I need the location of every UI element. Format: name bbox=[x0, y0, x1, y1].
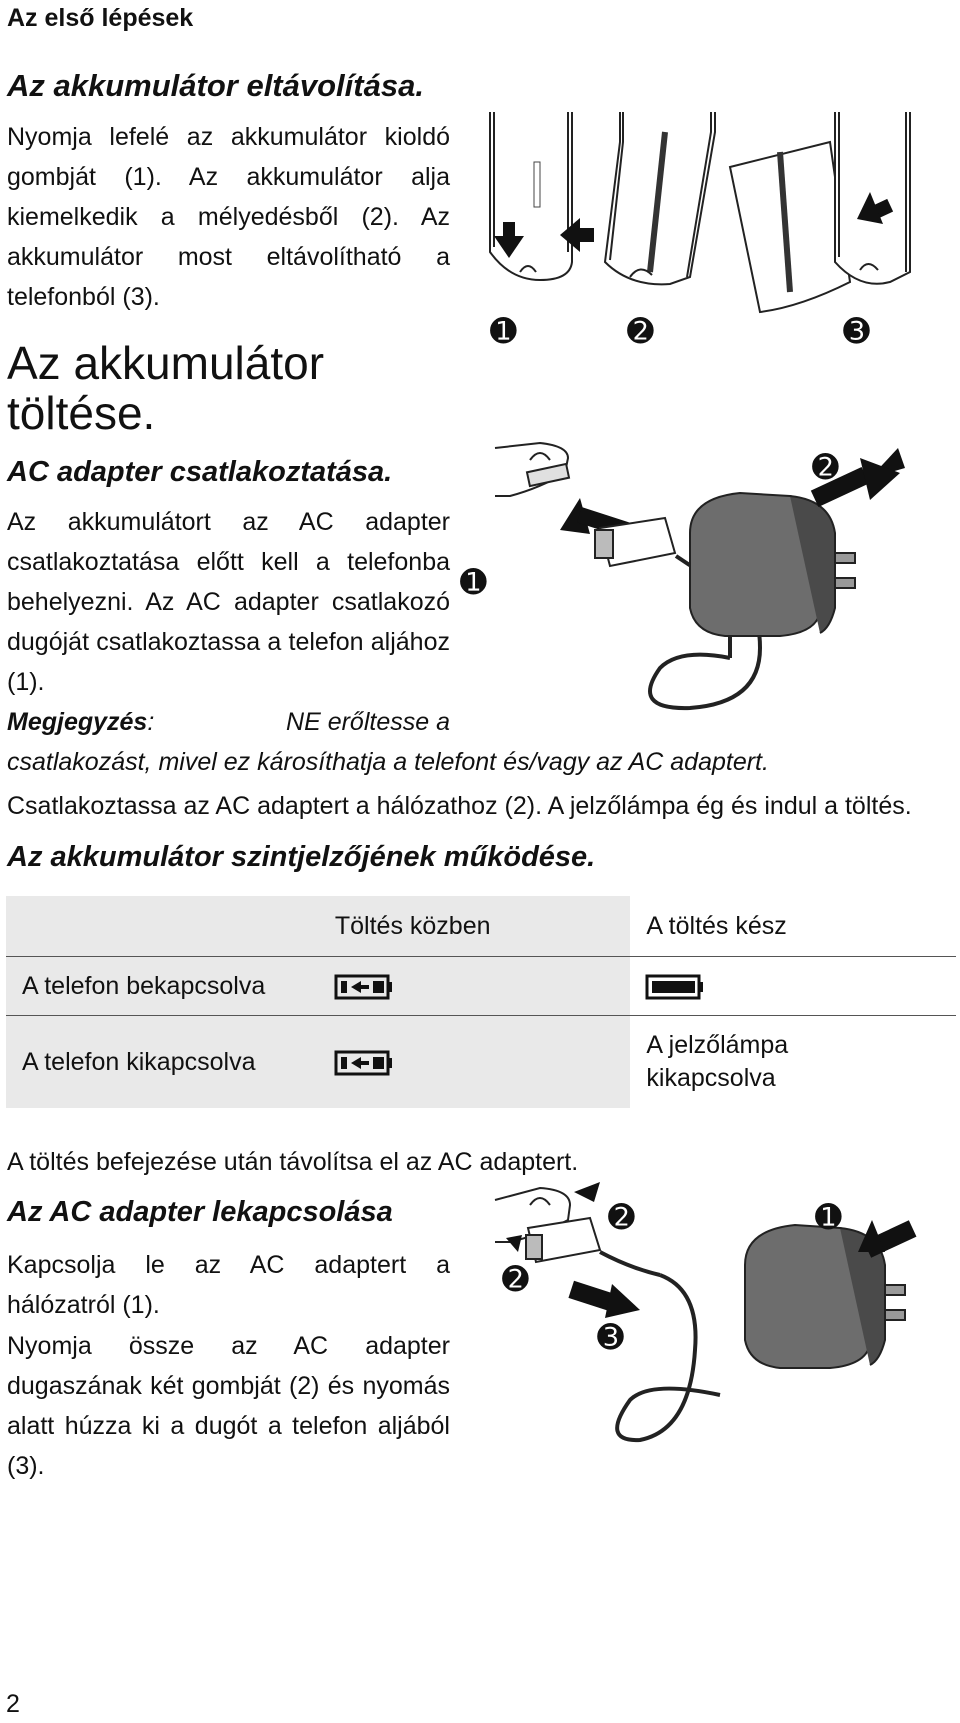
table-row bbox=[6, 1016, 956, 1109]
step-1-marker: ➊ bbox=[490, 312, 517, 350]
removal-text: Nyomja lefelé az akkumulátor kioldó gombját (1). Az akkumulátor alja kiemelkedik a mélyedésből (2). Az akkumulátor most eltávolítható a telefonból (3). bbox=[7, 123, 450, 311]
step-1-marker: ➊ bbox=[460, 563, 487, 601]
table-header-cell bbox=[6, 896, 319, 957]
power-cord bbox=[617, 1275, 720, 1440]
step-2-marker: ➋ bbox=[627, 312, 654, 350]
after-charging-text: A töltés befejezése után távolítsa el az AC adaptert. bbox=[7, 1148, 579, 1176]
note-line1-rest: NE erőltesse a bbox=[279, 708, 450, 736]
note-label: Megjegyzés bbox=[7, 708, 148, 736]
ac-adapter-connect-illustration bbox=[460, 438, 950, 728]
section-title-removal: Az akkumulátor eltávolítása. bbox=[7, 68, 424, 103]
subsection-title-connect: AC adapter csatlakoztatása. bbox=[7, 456, 393, 488]
page-header: Az első lépések bbox=[7, 4, 194, 32]
phone-back-2 bbox=[605, 112, 715, 284]
row-label: A telefon kikapcsolva bbox=[6, 1016, 319, 1109]
indicator-table bbox=[6, 896, 956, 1108]
table-header-cell: Töltés közben bbox=[319, 896, 631, 957]
battery-removal-illustration bbox=[480, 112, 950, 352]
charging-cell bbox=[319, 957, 631, 1016]
table-row bbox=[6, 957, 956, 1016]
arrow-pull-icon bbox=[568, 1281, 640, 1318]
phone-back-1 bbox=[490, 112, 572, 280]
done-text-line2: kikapcsolva bbox=[646, 1064, 776, 1092]
connect-text-2: Csatlakoztassa az AC adaptert a hálózathoz (2). A jelzőlámpa ég és indul a töltés. bbox=[7, 792, 912, 820]
step-1-marker: ➊ bbox=[815, 1198, 842, 1236]
section-title-indicator: Az akkumulátor szintjelzőjének működése. bbox=[7, 841, 596, 873]
page-number: 2 bbox=[6, 1690, 20, 1718]
battery-charging-icon bbox=[335, 1049, 393, 1077]
done-text-line1: A jelzőlámpa bbox=[646, 1031, 789, 1059]
phone-bottom bbox=[495, 443, 569, 496]
table-header-cell: A töltés kész bbox=[646, 911, 787, 940]
ac-adapter-disconnect-illustration bbox=[490, 1180, 950, 1490]
step-3-marker: ➌ bbox=[597, 1318, 624, 1356]
disconnect-text-2: Nyomja össze az AC adapter dugaszának két gombját (2) és nyomás alatt húzza ki a dugót a telefon aljából (3). bbox=[7, 1332, 450, 1480]
step-3-marker: ➌ bbox=[843, 312, 870, 350]
done-cell bbox=[630, 1016, 956, 1109]
section-title-disconnect: Az AC adapter lekapcsolása bbox=[7, 1196, 393, 1228]
battery-charging-icon bbox=[335, 973, 393, 1001]
ac-adapter-body bbox=[690, 493, 855, 636]
note-colon: : bbox=[147, 708, 155, 736]
section-title-charging-line1: Az akkumulátor bbox=[7, 337, 325, 389]
note-line-1 bbox=[7, 706, 450, 738]
dc-plug bbox=[526, 1218, 660, 1275]
done-cell bbox=[630, 957, 956, 1016]
table-header-row bbox=[6, 896, 956, 957]
disconnect-text-1: Kapcsolja le az AC adaptert a hálózatról (1). bbox=[7, 1251, 450, 1319]
connect-text: Az akkumulátort az AC adapter csatlakoztatása előtt kell a telefonba behelyezni. Az AC adapter csatlakozó dugóját csatlakoztassa a telefon aljához (1). bbox=[7, 508, 450, 696]
step-2-marker-lower: ➋ bbox=[502, 1260, 529, 1298]
step-2-marker: ➋ bbox=[608, 1198, 635, 1236]
section-title-charging-line2: töltése. bbox=[7, 387, 156, 439]
note-line-2: csatlakozást, mivel ez károsíthatja a telefont és/vagy az AC adaptert. bbox=[7, 748, 769, 776]
step-2-marker: ➋ bbox=[812, 448, 839, 486]
row-label: A telefon bekapcsolva bbox=[6, 957, 319, 1016]
charging-cell bbox=[319, 1016, 631, 1109]
battery-full-icon bbox=[646, 973, 704, 1001]
